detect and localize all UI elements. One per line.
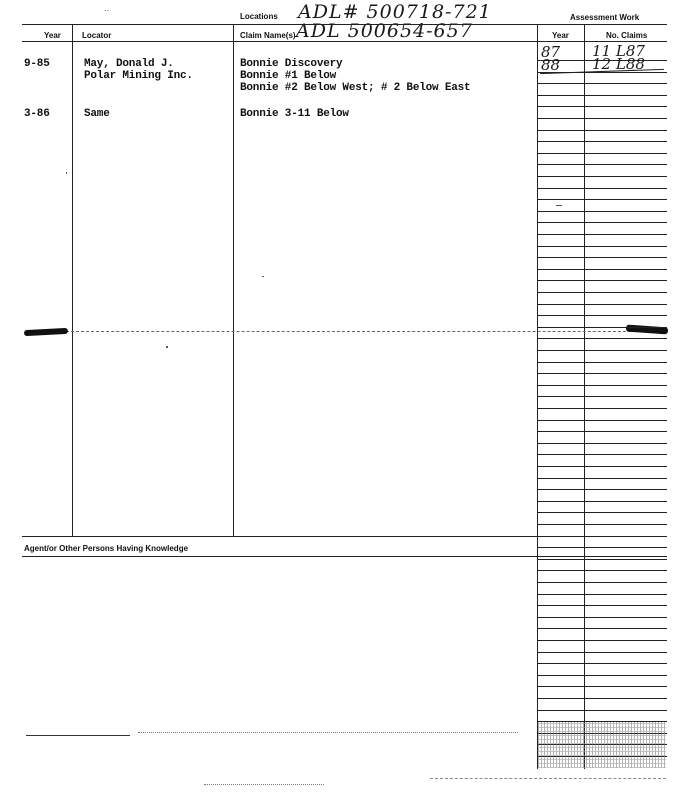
assessment-rule-line — [537, 594, 667, 595]
assessment-rule-line — [537, 327, 667, 328]
col-year-header: Year — [44, 31, 61, 40]
assessment-rule-line — [537, 257, 667, 258]
assessment-rule-line — [537, 130, 667, 131]
bottom-scan-noise — [538, 722, 666, 768]
assessment-rule-line — [537, 443, 667, 444]
entry-claim-line: Bonnie 3-11 Below — [240, 108, 349, 120]
locations-label: Locations — [240, 12, 278, 21]
scan-speck — [166, 346, 168, 348]
assessment-rule-line — [537, 385, 667, 386]
assessment-rule-line — [537, 95, 667, 96]
fold-smudge-left — [24, 328, 68, 336]
body-bottom-rule — [22, 536, 537, 537]
assessment-rule-line — [537, 269, 667, 270]
assessment-work-label: Assessment Work — [570, 13, 640, 22]
assessment-rule-line — [537, 338, 667, 339]
assessment-rule-line — [537, 466, 667, 467]
assessment-rule-line — [537, 698, 667, 699]
assessment-rule-line — [537, 536, 667, 537]
assessment-rule-line — [537, 211, 667, 212]
assessment-rule-line — [537, 188, 667, 189]
assessment-rule-line — [537, 652, 667, 653]
bottom-noise-line — [430, 778, 666, 779]
assessment-rule-line — [537, 373, 667, 374]
assessment-rule-line — [537, 489, 667, 490]
assessment-rule-line — [537, 176, 667, 177]
entry-year: 9-85 — [24, 58, 50, 70]
bottom-noise-line — [138, 732, 518, 733]
assessment-rule-line — [537, 454, 667, 455]
entry-locator-line: Same — [84, 108, 110, 120]
assessment-year-entry: 88 — [541, 56, 561, 74]
agent-rule — [22, 556, 667, 557]
entry-claim-line: Bonnie #2 Below West; # 2 Below East — [240, 82, 471, 94]
assessment-year-entry: 87 — [541, 43, 561, 61]
assessment-rule-line — [537, 628, 667, 629]
assessment-rule-line — [537, 83, 667, 84]
assessment-rule-line — [537, 420, 667, 421]
top-mark: ·· — [104, 6, 110, 15]
divider-year-locator — [72, 24, 73, 536]
entry-claim-line: Bonnie #1 Below — [240, 70, 337, 82]
assessment-rule-line — [537, 246, 667, 247]
mid-fold-line — [66, 331, 666, 332]
assessment-rule-line — [537, 710, 667, 711]
claim-names-value: ADL 500654-657 — [296, 20, 473, 42]
bottom-noise-line — [204, 784, 324, 785]
col-no-claims-header: No. Claims — [606, 31, 648, 40]
assessment-rule-line — [537, 501, 667, 502]
assessment-rule-line — [537, 118, 667, 119]
assessment-rule-line — [537, 350, 667, 351]
assessment-rule-line — [537, 686, 667, 687]
header-bottom-rule — [22, 41, 667, 42]
bottom-noise-line — [26, 735, 130, 736]
assessment-claims-entry: 11 L87 — [592, 42, 645, 60]
agent-label: Agent/or Other Persons Having Knowledge — [24, 544, 189, 553]
entry-claim-line: Bonnie Discovery — [240, 58, 343, 70]
scan-speck — [262, 276, 264, 277]
assessment-rule-line — [537, 559, 667, 560]
col-locator-header: Locator — [82, 31, 112, 40]
header-top-rule — [22, 24, 667, 25]
assessment-rule-line — [537, 234, 667, 235]
assessment-rule-line — [537, 478, 667, 479]
assessment-rule-line — [537, 605, 667, 606]
assessment-rule-line — [537, 547, 667, 548]
assessment-rule-line — [537, 164, 667, 165]
assessment-rule-line — [537, 617, 667, 618]
assessment-rule-line — [537, 396, 667, 397]
assessment-rule-line — [537, 512, 667, 513]
assessment-rule-line — [537, 640, 667, 641]
assessment-rule-line — [537, 431, 667, 432]
entry-year: 3-86 — [24, 108, 50, 120]
assessment-rule-line — [537, 524, 667, 525]
assessment-rule-line — [537, 582, 667, 583]
assessment-rule-line — [537, 222, 667, 223]
scan-speck — [556, 205, 562, 206]
assessment-rule-line — [537, 304, 667, 305]
assessment-rule-line — [537, 362, 667, 363]
entry-locator-line: May, Donald J. — [84, 58, 174, 70]
assessment-rule-line — [537, 106, 667, 107]
assessment-rule-line — [537, 675, 667, 676]
assessment-rule-line — [537, 570, 667, 571]
assessment-rule-line — [537, 292, 667, 293]
entry-locator-line: Polar Mining Inc. — [84, 70, 193, 82]
col-assessment-year-header: Year — [552, 31, 569, 40]
assessment-rule-line — [537, 199, 667, 200]
assessment-rule-line — [537, 141, 667, 142]
assessment-rule-line — [537, 153, 667, 154]
locations-value: ADL# 500718-721 — [298, 1, 492, 23]
assessment-rule-line — [537, 408, 667, 409]
assessment-claims-entry: 12 L88 — [592, 55, 645, 73]
assessment-rule-line — [537, 663, 667, 664]
divider-locator-claims — [233, 24, 234, 536]
scan-speck — [66, 172, 67, 174]
claim-names-label: Claim Name(s) — [240, 31, 296, 40]
assessment-rule-line — [537, 315, 667, 316]
assessment-rule-line — [537, 280, 667, 281]
